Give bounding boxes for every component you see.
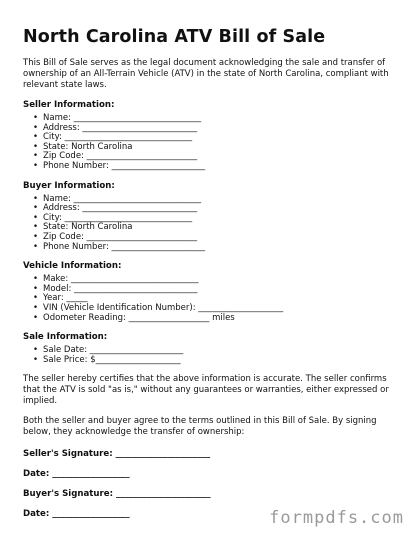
seller-name-field[interactable]: • Name: ______________________________	[23, 114, 393, 124]
vehicle-year-field[interactable]: • Year: _____	[23, 294, 393, 304]
seller-state: • State: North Carolina	[23, 143, 393, 153]
sale-list	[23, 346, 393, 365]
seller-phone-field[interactable]: • Phone Number: ______________________	[23, 162, 393, 172]
watermark: formpdfs.com	[269, 508, 404, 528]
certification-paragraph: The seller hereby certifies that the above information is accurate. The seller confirms that the ATV is sold "as is," without any guarantees or warranties, either expressed or implied.	[23, 374, 389, 407]
vehicle-odometer-field[interactable]: • Odometer Reading: ___________________ miles	[23, 314, 393, 324]
vehicle-make-field[interactable]: • Make: ______________________________	[23, 275, 393, 285]
vehicle-model-field[interactable]: • Model: _____________________________	[23, 285, 393, 295]
buyer-state: • State: North Carolina	[23, 223, 393, 233]
sale-date-field[interactable]: • Sale Date: ______________________	[23, 346, 393, 356]
seller-address-field[interactable]: • Address: ___________________________	[23, 124, 393, 134]
buyer-signature-field[interactable]: Buyer's Signature: ______________________	[23, 489, 211, 500]
buyer-phone-field[interactable]: • Phone Number: ______________________	[23, 243, 393, 253]
document-page	[23, 26, 393, 520]
seller-city-field[interactable]: • City: ______________________________	[23, 133, 393, 143]
seller-date-field[interactable]: Date: __________________	[23, 469, 130, 480]
seller-signature-field[interactable]: Seller's Signature: ______________________	[23, 449, 211, 460]
buyer-list	[23, 195, 393, 253]
buyer-zip-field[interactable]: • Zip Code: __________________________	[23, 233, 393, 243]
seller-list	[23, 114, 393, 172]
intro-paragraph: This Bill of Sale serves as the legal document acknowledging the sale and transfer of ownership of an All-Terrain Vehicle (ATV) in the state of North Carolina, compliant with relevant state laws.	[23, 58, 389, 90]
buyer-name-field[interactable]: • Name: ______________________________	[23, 195, 393, 205]
buyer-city-field[interactable]: • City: ______________________________	[23, 214, 393, 224]
vehicle-vin-field[interactable]: • VIN (Vehicle Identification Number): ____________________	[23, 304, 393, 314]
seller-heading: Seller Information:	[23, 100, 115, 110]
sale-heading: Sale Information:	[23, 332, 108, 343]
vehicle-list	[23, 275, 393, 323]
agreement-paragraph: Both the seller and buyer agree to the terms outlined in this Bill of Sale. By signing below, they acknowledge the transfer of ownership:	[23, 416, 377, 438]
buyer-date-field[interactable]: Date: __________________	[23, 509, 130, 520]
buyer-heading: Buyer Information:	[23, 180, 115, 191]
seller-zip-field[interactable]: • Zip Code: __________________________	[23, 152, 393, 162]
sale-price-field[interactable]: • Sale Price: $____________________	[23, 356, 393, 366]
page-title: North Carolina ATV Bill of Sale	[23, 27, 326, 47]
vehicle-heading: Vehicle Information:	[23, 261, 122, 272]
buyer-address-field[interactable]: • Address: ___________________________	[23, 204, 393, 214]
